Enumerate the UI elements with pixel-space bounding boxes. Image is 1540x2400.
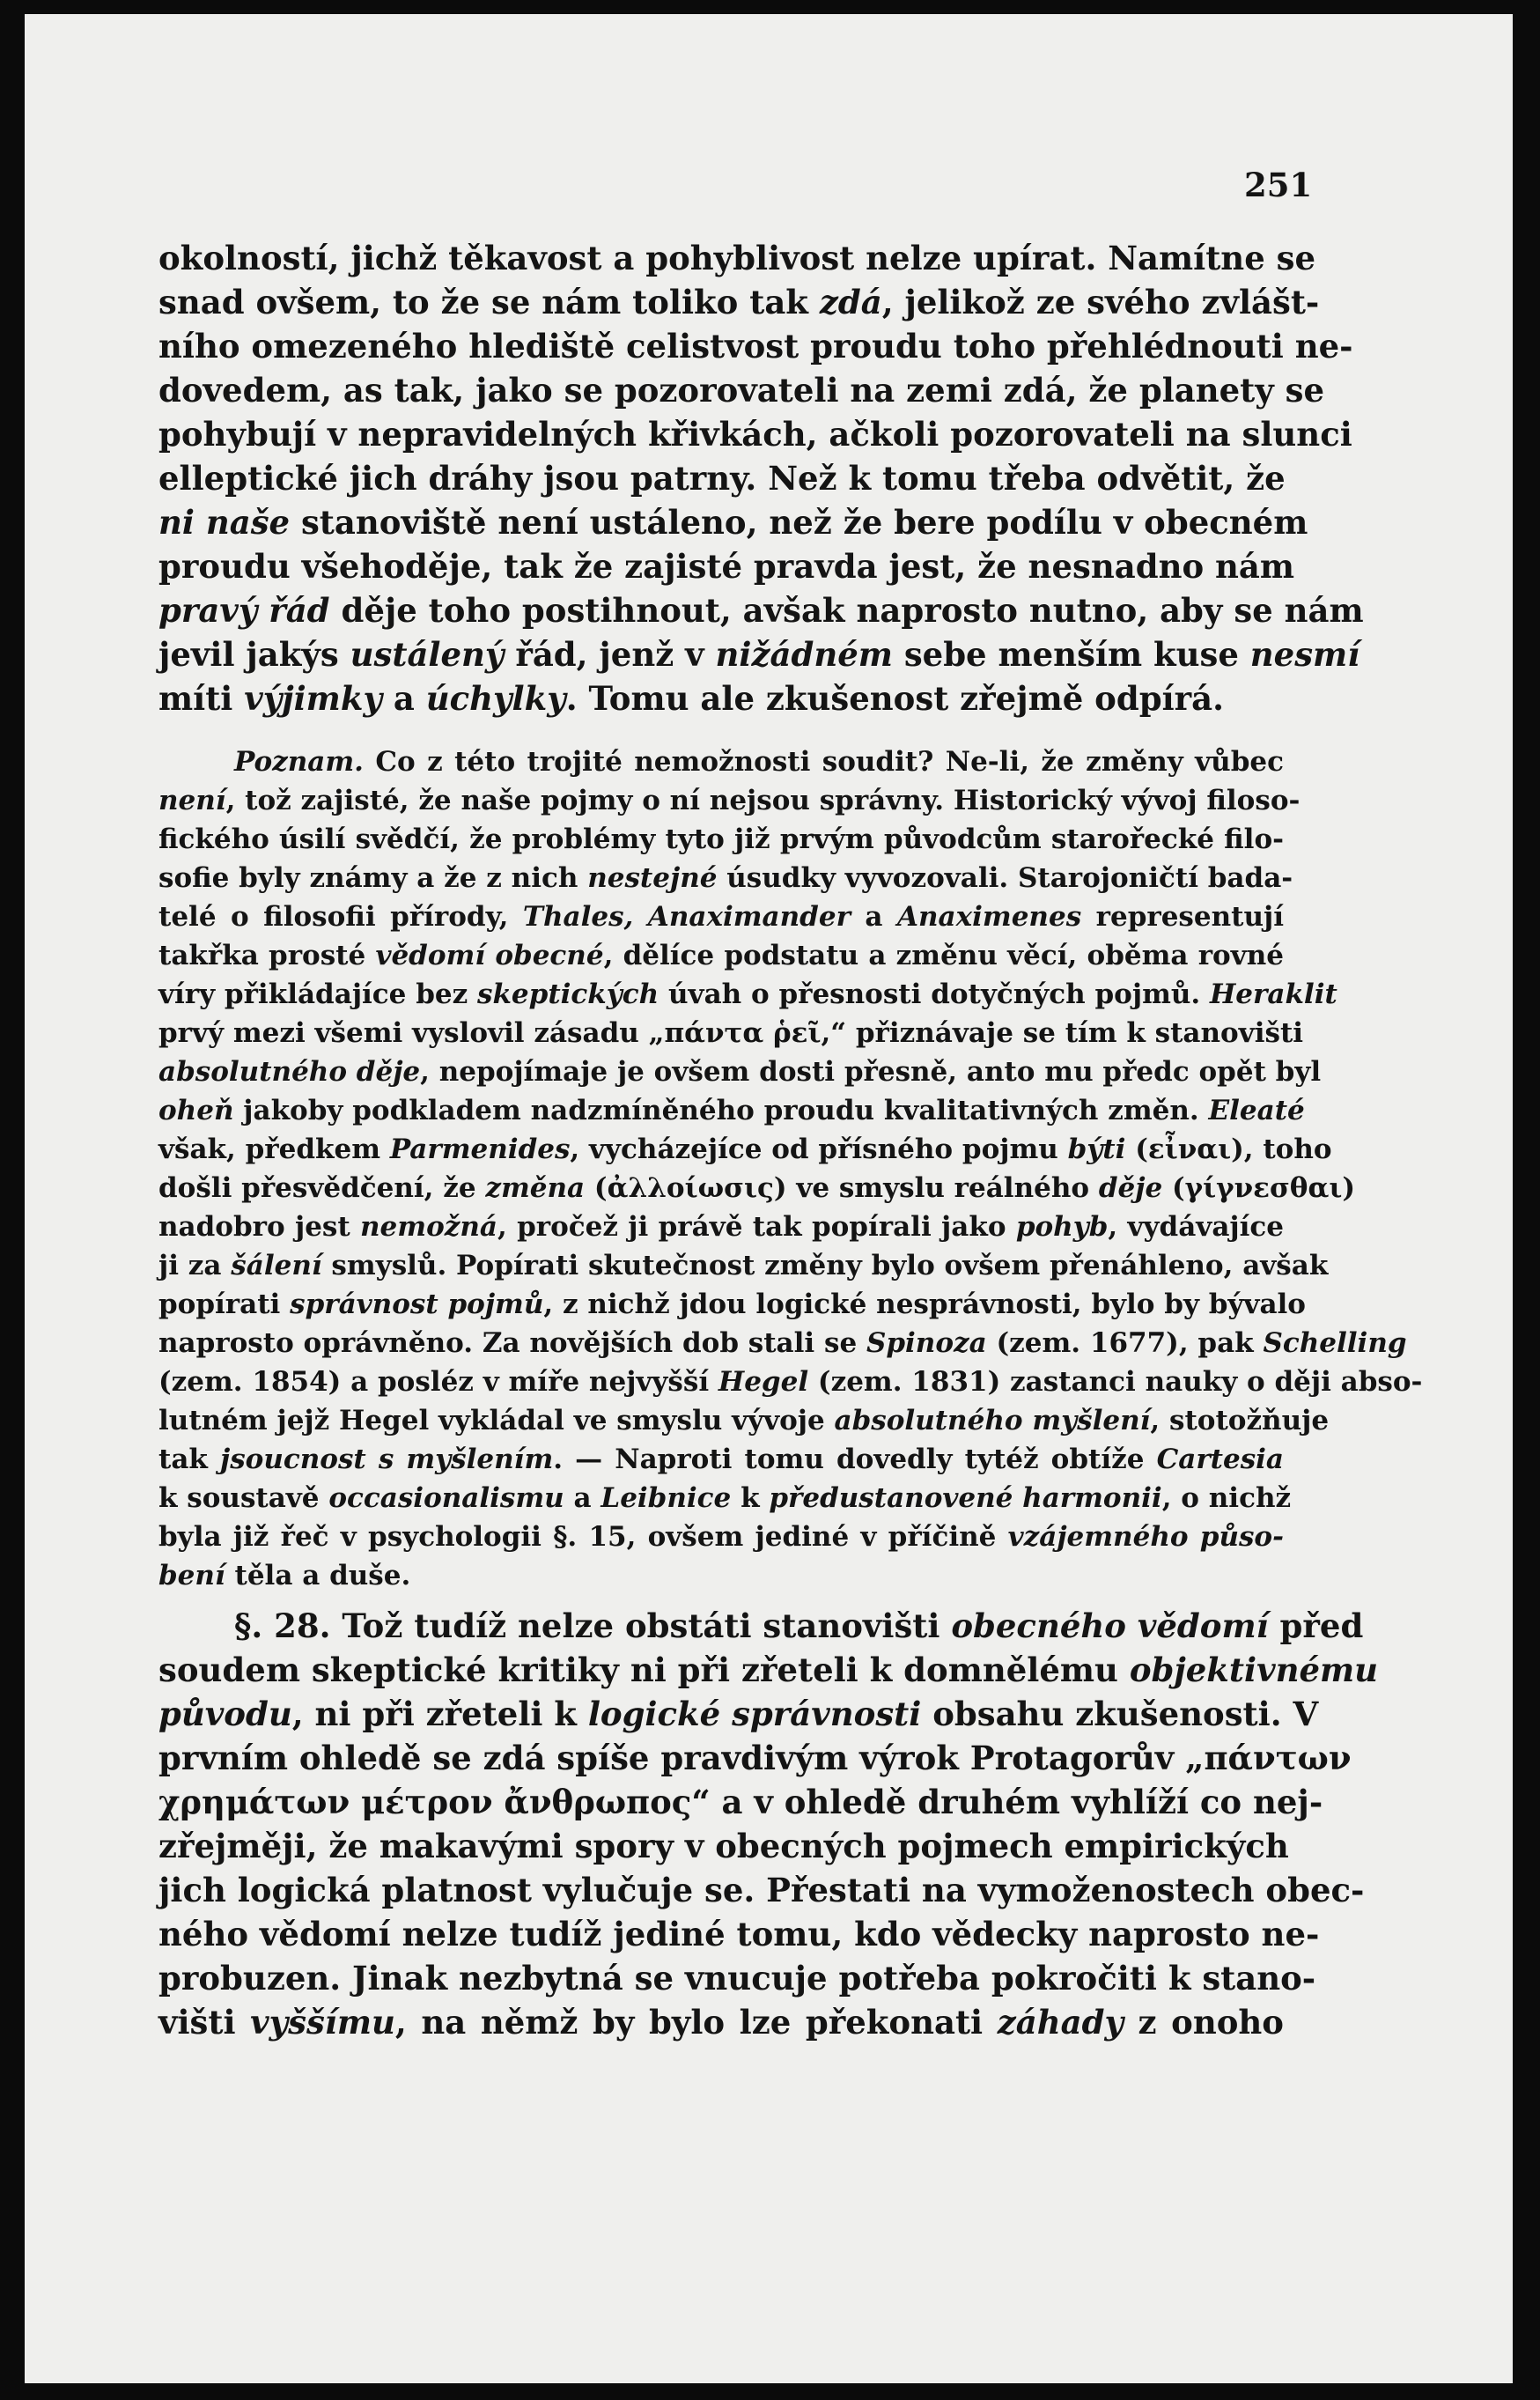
italic-run: vyššímu	[250, 2003, 395, 2042]
text-run: , ni při zřeteli k	[291, 1695, 588, 1733]
italic-run: nestejné	[587, 862, 718, 894]
text-run: pohybují v nepravidelných křivkách, ačkoli pozorovateli na slunci	[158, 415, 1352, 454]
note-line	[158, 1246, 1329, 1285]
italic-run: Hegel	[718, 1366, 809, 1398]
text-run: Co z této trojité nemožnosti soudit? Ne-li, že změny vůbec	[363, 746, 1284, 778]
note-line	[158, 897, 1284, 936]
text-run: , na němž by bylo lze překonati	[394, 2003, 998, 2042]
italic-run: výjimky	[244, 679, 382, 718]
italic-run: Poznam.	[234, 746, 364, 778]
text-run: (zem. 1831) zastanci nauky o ději abso-	[808, 1366, 1423, 1398]
text-run: a	[381, 679, 426, 718]
text-run: tak	[158, 1444, 220, 1475]
footnote-block	[158, 742, 1423, 1595]
text-run: před	[1268, 1606, 1364, 1645]
text-run: zřejměji, že makavými spory v obecných pojmech empirických	[158, 1827, 1289, 1865]
note-line	[158, 859, 1293, 897]
text-run: těla a duše.	[225, 1560, 411, 1591]
page-number: 251	[1244, 166, 1313, 204]
text-run: , jelikož ze svého zvlášt-	[881, 283, 1320, 321]
para2-line	[158, 1780, 1323, 1824]
text-run: representují	[1081, 901, 1284, 933]
note-line	[158, 1169, 1356, 1207]
note-line	[158, 1052, 1322, 1091]
italic-run: záhady	[997, 2003, 1124, 2042]
text-run: (zem. 1677), pak	[986, 1327, 1264, 1359]
text-run: naprosto oprávněno. Za novějších dob stali se	[158, 1327, 866, 1359]
italic-run: nižádném	[715, 635, 893, 674]
text-run: snad ovšem, to že se nám toliko tak	[158, 283, 820, 321]
italic-run: nemožná	[360, 1211, 497, 1243]
para1-line	[158, 544, 1295, 588]
text-run: jakoby podkladem nadzmíněného proudu kvalitativných změn.	[233, 1095, 1209, 1126]
text-run: sofie byly známy a že z nich	[158, 862, 588, 894]
text-run: míti	[158, 679, 245, 718]
note-line	[158, 1440, 1284, 1479]
text-run: prvním ohledě se zdá spíše pravdivým výrok Protagorův „πάντων	[158, 1739, 1352, 1777]
italic-run: zdá	[819, 283, 882, 321]
note-line	[158, 1479, 1292, 1518]
para2-line	[158, 1912, 1320, 1956]
text-run: došli přesvědčení, že	[158, 1172, 486, 1204]
text-run: ního omezeného hlediště celistvost proudu toho přehlédnouti ne-	[158, 327, 1353, 366]
text-run: prvý mezi všemi vyslovil zásadu „πάντα ῥεῖ,“ přiznávaje se tím k stanovišti	[158, 1017, 1304, 1049]
italic-run: jsoucnost s myšlením	[219, 1444, 554, 1475]
text-run: řád, jenž v	[504, 635, 716, 674]
italic-run: Anaximenes	[896, 901, 1082, 933]
text-run: elleptické jich dráhy jsou patrny. Než k tomu třeba odvětit, že	[158, 459, 1286, 498]
italic-run: správnost pojmů	[290, 1289, 544, 1320]
italic-run: šálení	[231, 1250, 322, 1281]
text-run: soudem skeptické kritiky ni při zřeteli k domnělému	[158, 1650, 1130, 1689]
text-run: úsudky vyvozovali. Starojoničtí bada-	[717, 862, 1293, 894]
italic-run: vědomí obecné	[375, 940, 604, 971]
text-run: , nepojímaje je ovšem dosti přesně, anto mu předc opět byl	[420, 1056, 1322, 1088]
note-line	[158, 1556, 1284, 1595]
italic-run: bení	[158, 1560, 225, 1591]
text-run: stanoviště není ustáleno, než že bere podílu v obecném	[290, 503, 1308, 542]
text-run: . Tomu ale zkušenost zřejmě odpírá.	[565, 679, 1224, 718]
text-run: (εἶναι), toho	[1125, 1134, 1332, 1165]
italic-run: pohyb	[1015, 1211, 1109, 1243]
italic-run: původu	[158, 1695, 292, 1733]
italic-run: ustálený	[350, 635, 505, 674]
italic-run: Eleaté	[1208, 1095, 1305, 1126]
italic-run: úchylky	[425, 679, 566, 718]
note-line	[158, 936, 1284, 975]
para1-line	[158, 368, 1325, 412]
text-run: , vydávajíce	[1108, 1211, 1284, 1243]
para2-line	[158, 1692, 1319, 1736]
italic-run: děje	[1098, 1172, 1163, 1204]
text-run: nadobro jest	[158, 1211, 361, 1243]
text-run: , pročež ji právě tak popírali jako	[497, 1211, 1016, 1243]
text-run: lutném jejž Hegel vykládal ve smyslu vývoje	[158, 1405, 835, 1436]
text-run: však, předkem	[158, 1134, 390, 1165]
para2-line	[158, 2000, 1284, 2044]
text-run: χρημάτων μέτρον ἄνθρωπος“ a v ohledě druhém vyhlíží co nej-	[158, 1783, 1323, 1821]
para1-line	[158, 236, 1315, 280]
text-run: , z nichž jdou logické nesprávnosti, bylo by bývalo	[543, 1289, 1306, 1320]
italic-run: occasionalismu	[328, 1482, 564, 1514]
italic-run: absolutného myšlení	[834, 1405, 1151, 1436]
para1-line	[158, 456, 1284, 500]
text-run: okolností, jichž těkavost a pohyblivost nelze upírat. Namítne se	[158, 239, 1315, 277]
text-run: úvah o přesnosti dotyčných pojmů.	[659, 978, 1211, 1010]
italic-run: Schelling	[1263, 1327, 1407, 1359]
text-run: obsahu zkušenosti. V	[921, 1695, 1319, 1733]
text-run: smyslů. Popírati skutečnost změny bylo ovšem přenáhleno, avšak	[321, 1250, 1329, 1281]
italic-run: absolutného děje	[158, 1056, 421, 1088]
para2-line	[158, 1736, 1352, 1780]
note-line	[158, 820, 1284, 859]
text-run: a	[850, 901, 897, 933]
text-run: byla již řeč v psychologii §. 15, ovšem jediné v příčině	[158, 1521, 1008, 1553]
para1-line	[158, 676, 1284, 720]
para2-line	[158, 1824, 1289, 1868]
italic-run: obecného vědomí	[951, 1606, 1269, 1645]
text-run: . — Naproti tomu dovedly tytéž obtíže	[553, 1444, 1157, 1475]
note-line	[158, 1207, 1284, 1246]
text-run: k	[731, 1482, 770, 1514]
italic-run: Heraklit	[1210, 978, 1337, 1010]
text-run: jich logická platnost vylučuje se. Přestati na vymoženostech obec-	[158, 1871, 1365, 1909]
para1-line	[158, 500, 1308, 544]
note-line	[158, 1518, 1284, 1556]
text-run: takřka prosté	[158, 940, 376, 971]
text-run: (ἀλλοίωσις) ve smyslu reálného	[585, 1172, 1099, 1204]
note-line	[158, 1130, 1332, 1169]
text-run: probuzen. Jinak nezbytná se vnucuje potřeba pokročiti k stano-	[158, 1959, 1316, 1998]
italic-run: objektivnému	[1129, 1650, 1379, 1689]
text-run: dovedem, as tak, jako se pozorovateli na zemi zdá, že planety se	[158, 371, 1325, 410]
text-run: , vycházejíce od přísného pojmu	[570, 1134, 1068, 1165]
italic-run: býti	[1067, 1134, 1126, 1165]
italic-run: logické správnosti	[587, 1695, 922, 1733]
text-run: fického úsilí svědčí, že problémy tyto již prvým původcům starořecké filo-	[158, 823, 1284, 855]
italic-run: předustanovené harmonii	[769, 1482, 1162, 1514]
italic-run: Thales, Anaximander	[522, 901, 851, 933]
para1-line	[158, 632, 1360, 676]
text-run: ji za	[158, 1250, 232, 1281]
note-line	[158, 1014, 1304, 1052]
text-run: víry přikládajíce bez	[158, 978, 477, 1010]
para2-line	[158, 1648, 1379, 1692]
italic-run: skeptických	[477, 978, 659, 1010]
text-run: sebe menším kuse	[892, 635, 1250, 674]
text-run: k soustavě	[158, 1482, 329, 1514]
text-run: a	[564, 1482, 601, 1514]
italic-run: pravý řád	[158, 591, 330, 630]
note-line	[158, 1285, 1306, 1324]
italic-run: oheň	[158, 1095, 234, 1126]
paragraph-main-1	[158, 236, 1364, 720]
text-run: proudu všehoděje, tak že zajisté pravda jest, že nesnadno nám	[158, 547, 1295, 586]
note-line	[158, 1324, 1407, 1362]
text-run: popírati	[158, 1289, 291, 1320]
text-run: §. 28. Tož tudíž nelze obstáti stanovišti	[234, 1606, 952, 1645]
para1-line	[158, 280, 1320, 324]
italic-run: Parmenides	[389, 1134, 571, 1165]
text-run: višti	[158, 2003, 251, 2042]
text-run: děje toho postihnout, avšak naprosto nutno, aby se nám	[329, 591, 1364, 630]
text-run: , stotožňuje	[1150, 1405, 1330, 1436]
paragraph-main-2	[158, 1604, 1379, 2044]
italic-run: Leibnice	[601, 1482, 732, 1514]
italic-run: změna	[485, 1172, 586, 1204]
para1-line	[158, 412, 1352, 456]
text-run: telé o filosofii přírody,	[158, 901, 523, 933]
note-line	[158, 1091, 1305, 1130]
text-run: , tož zajisté, že naše pojmy o ní nejsou správny. Historický vývoj filoso-	[225, 785, 1301, 816]
italic-run: ni naše	[158, 503, 291, 542]
text-run: ného vědomí nelze tudíž jediné tomu, kdo vědecky naprosto ne-	[158, 1915, 1320, 1953]
text-run: (zem. 1854) a posléz v míře nejvyšší	[158, 1366, 718, 1398]
italic-run: nesmí	[1249, 635, 1360, 674]
note-line	[158, 1362, 1423, 1401]
para2-line	[158, 1604, 1364, 1648]
text-run: (γίγνεσθαι)	[1162, 1172, 1356, 1204]
italic-run: není	[158, 785, 226, 816]
note-line	[158, 781, 1301, 820]
italic-run: vzájemného půso-	[1007, 1521, 1284, 1553]
para2-line	[158, 1868, 1365, 1912]
para2-line	[158, 1956, 1316, 2000]
note-line	[158, 1401, 1330, 1440]
para1-line	[158, 588, 1364, 632]
text-run: jevil jakýs	[158, 635, 350, 674]
para1-line	[158, 324, 1353, 368]
italic-run: Cartesia	[1156, 1444, 1285, 1475]
note-line	[158, 975, 1337, 1014]
note-line	[158, 742, 1284, 781]
text-run: , dělíce podstatu a změnu věcí, oběma rovné	[603, 940, 1285, 971]
italic-run: Spinoza	[866, 1327, 987, 1359]
text-run: z onoho	[1123, 2003, 1284, 2042]
text-run: , o nichž	[1161, 1482, 1292, 1514]
